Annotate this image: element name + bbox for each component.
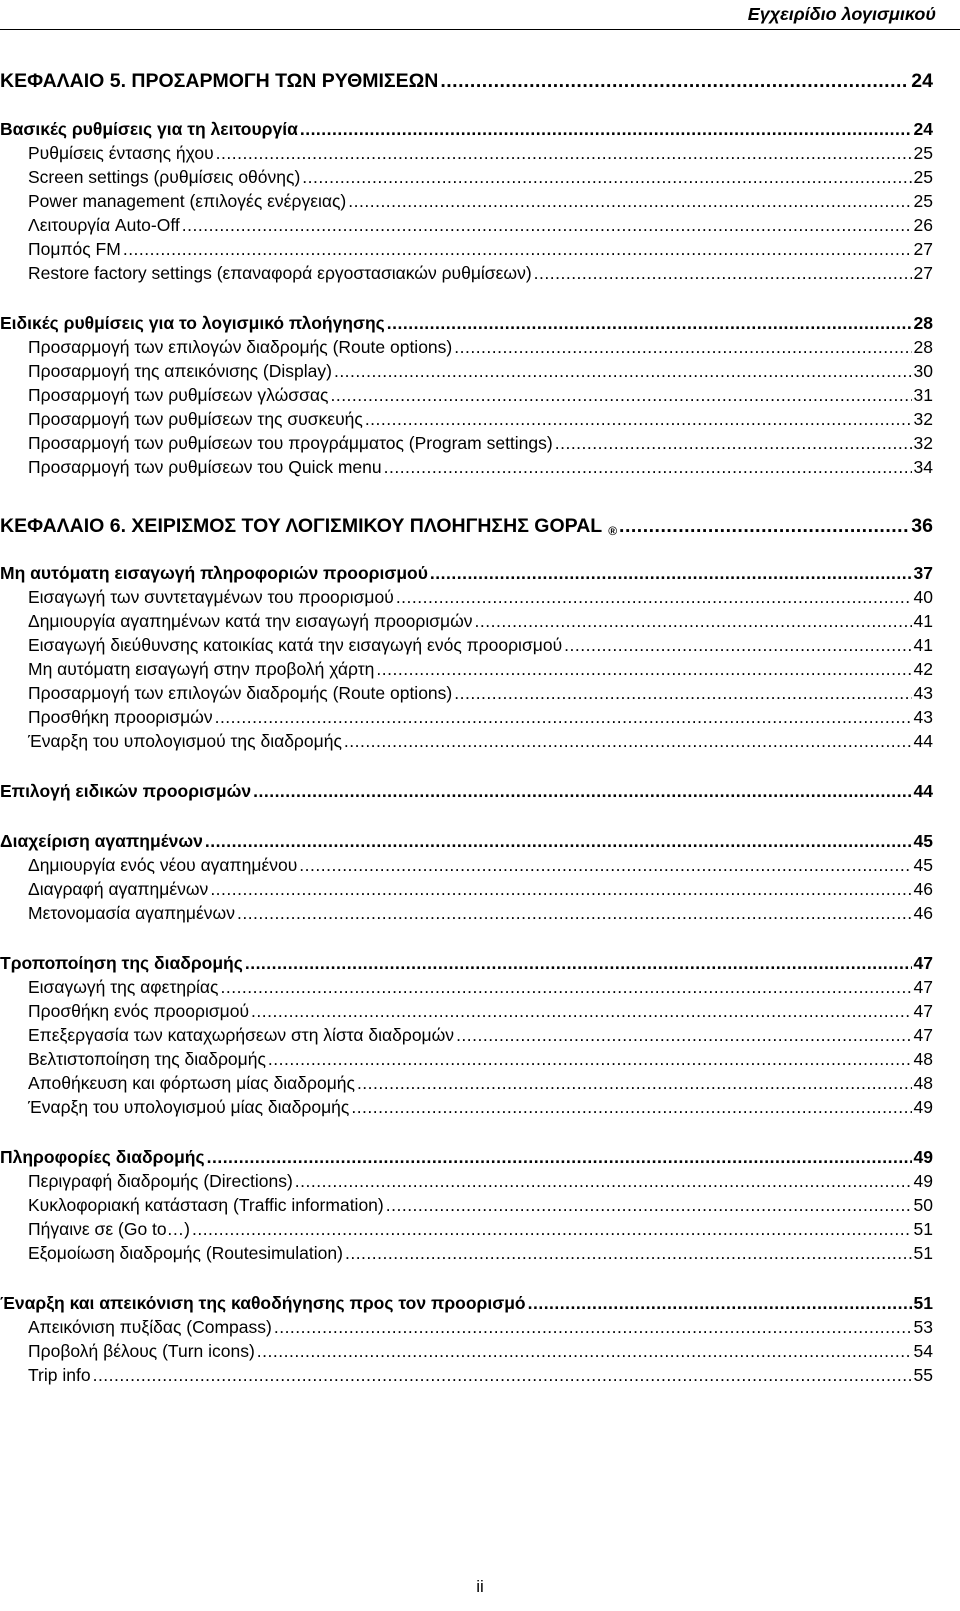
toc-section-entry[interactable]	[0, 778, 933, 802]
toc-subsection-entry[interactable]	[0, 212, 933, 236]
toc-page-number: 25	[913, 191, 933, 211]
toc-subsection-entry[interactable]	[0, 382, 933, 406]
toc-section-entry[interactable]	[0, 1144, 933, 1168]
toc-dot-leader	[344, 731, 912, 752]
toc-entry-title: Περιγραφή διαδρομής (Directions)	[28, 1171, 293, 1191]
toc-entry-title: Δημιουργία αγαπημένων κατά την εισαγωγή προορισμών	[28, 611, 473, 631]
toc-dot-leader	[345, 1243, 912, 1264]
toc-dot-leader	[93, 1365, 912, 1386]
toc-page-number: 48	[913, 1049, 933, 1069]
toc-page-number: 46	[913, 879, 933, 899]
toc-page-number: 30	[913, 361, 933, 381]
toc-dot-leader	[334, 361, 912, 382]
toc-subsection-entry[interactable]	[0, 632, 933, 656]
toc-page-number: 49	[913, 1171, 933, 1191]
toc-page-number: 31	[913, 385, 933, 405]
toc-entry-title: Screen settings (ρυθμίσεις οθόνης)	[28, 167, 301, 187]
toc-entry-title: Προσαρμογή των ρυθμίσεων της συσκευής	[28, 409, 363, 429]
toc-dot-leader	[268, 1049, 912, 1070]
toc-page-number: 25	[913, 167, 933, 187]
toc-subsection-entry[interactable]	[0, 704, 933, 728]
toc-dot-leader	[357, 1073, 912, 1094]
toc-section-entry[interactable]	[0, 828, 933, 852]
toc-dot-leader	[348, 191, 911, 212]
toc-subsection-entry[interactable]	[0, 164, 933, 188]
toc-entry-title: ΚΕΦΑΛΑΙΟ 5. ΠΡΟΣΑΡΜΟΓΗ ΤΩΝ ΡΥΘΜΙΣΕΩΝ	[0, 70, 439, 92]
toc-subsection-entry[interactable]	[0, 334, 933, 358]
toc-entry-title: Πομπός FM	[28, 239, 121, 259]
toc-subsection-entry[interactable]	[0, 1192, 933, 1216]
toc-entry-title: Δημιουργία ενός νέου αγαπημένου	[28, 855, 298, 875]
header-rule	[0, 29, 960, 30]
toc-dot-leader	[376, 659, 911, 680]
toc-subsection-entry[interactable]	[0, 1314, 933, 1338]
toc-entry-title: Μη αυτόματη εισαγωγή πληροφοριών προορισμού	[0, 563, 428, 583]
toc-subsection-entry[interactable]	[0, 728, 933, 752]
toc-entry-title: Πήγαινε σε (Go to…)	[28, 1219, 190, 1239]
toc-section-entry[interactable]	[0, 1290, 933, 1314]
toc-page-number: 45	[913, 831, 933, 851]
toc-page-number: 47	[913, 977, 933, 997]
toc-page-number: 46	[913, 903, 933, 923]
toc-page-number: 45	[913, 855, 933, 875]
toc-page-number: 55	[913, 1365, 933, 1385]
toc-dot-leader	[384, 457, 912, 478]
header-title: Εγχειρίδιο λογισμικού	[747, 4, 936, 24]
toc-entry-title: Εισαγωγή των συντεταγμένων του προορισμού	[28, 587, 394, 607]
toc-entry-title: Πληροφορίες διαδρομής	[0, 1147, 205, 1167]
toc-dot-leader	[454, 337, 911, 358]
toc-page-number: 53	[913, 1317, 933, 1337]
toc-dot-leader	[456, 1025, 911, 1046]
toc-subsection-entry[interactable]	[0, 1094, 933, 1118]
toc-subsection-entry[interactable]	[0, 608, 933, 632]
toc-entry-title: Βελτιστοποίηση της διαδρομής	[28, 1049, 266, 1069]
toc-dot-leader	[210, 879, 911, 900]
toc-chapter-entry[interactable]	[0, 65, 933, 93]
toc-page-number: 34	[913, 457, 933, 477]
toc-subsection-entry[interactable]	[0, 406, 933, 430]
page-number: ii	[476, 1577, 484, 1596]
toc-subsection-entry[interactable]	[0, 852, 933, 876]
toc-subsection-entry[interactable]	[0, 1070, 933, 1094]
toc-section-entry[interactable]	[0, 950, 933, 974]
toc-entry-title: Αποθήκευση και φόρτωση μίας διαδρομής	[28, 1073, 355, 1093]
toc-entry-title: Έναρξη του υπολογισμού μίας διαδρομής	[28, 1097, 350, 1117]
toc-page-number: 47	[913, 1001, 933, 1021]
toc-entry-title: Power management (επιλογές ενέργειας)	[28, 191, 347, 211]
toc-dot-leader	[564, 635, 911, 656]
toc-dot-leader	[619, 515, 909, 538]
toc-entry-title: Επεξεργασία των καταχωρήσεων στη λίστα διαδρομών	[28, 1025, 455, 1045]
toc-dot-leader	[220, 977, 911, 998]
toc-subsection-entry[interactable]	[0, 656, 933, 680]
toc-entry-title: Restore factory settings (επαναφορά εργοστασιακών ρυθμίσεων)	[28, 263, 532, 283]
toc-section-entry[interactable]	[0, 116, 933, 140]
toc-page-number: 48	[913, 1073, 933, 1093]
toc-subsection-entry[interactable]	[0, 1338, 933, 1362]
toc-page-number: 37	[913, 563, 933, 583]
toc-entry-title: Προσθήκη προορισμών	[28, 707, 213, 727]
toc-subsection-entry[interactable]	[0, 188, 933, 212]
toc-dot-leader	[192, 1219, 912, 1240]
toc-subsection-entry[interactable]	[0, 358, 933, 382]
toc-subsection-entry[interactable]	[0, 1168, 933, 1192]
toc-page-number: 51	[913, 1293, 933, 1313]
toc-page-number: 40	[913, 587, 933, 607]
toc-dot-leader	[274, 1317, 912, 1338]
toc-page-number: 49	[913, 1097, 933, 1117]
toc-page-number: 42	[913, 659, 933, 679]
toc-dot-leader	[302, 167, 911, 188]
toc-entry-title: Τροποποίηση της διαδρομής	[0, 953, 243, 973]
toc-dot-leader	[430, 563, 912, 584]
toc-entry-title: Προσαρμογή των επιλογών διαδρομής (Route options)	[28, 337, 453, 357]
toc-page-number: 32	[913, 409, 933, 429]
toc-dot-leader	[216, 143, 912, 164]
toc-page-number: 54	[913, 1341, 933, 1361]
toc-page-number: 51	[913, 1243, 933, 1263]
toc-dot-leader	[123, 239, 912, 260]
toc-dot-leader	[207, 1147, 912, 1168]
toc-page-number: 27	[913, 263, 933, 283]
toc-dot-leader	[205, 831, 912, 852]
toc-subsection-entry[interactable]	[0, 1046, 933, 1070]
toc-page-number: 43	[913, 683, 933, 703]
toc-dot-leader	[299, 855, 911, 876]
toc-subsection-entry[interactable]	[0, 1022, 933, 1046]
toc-page-number: 26	[913, 215, 933, 235]
toc-entry-title: Απεικόνιση πυξίδας (Compass)	[28, 1317, 272, 1337]
toc-subsection-entry[interactable]	[0, 1216, 933, 1240]
toc-dot-leader	[386, 1195, 912, 1216]
toc-dot-leader	[251, 1001, 911, 1022]
toc-dot-leader	[257, 1341, 912, 1362]
toc-dot-leader	[555, 433, 912, 454]
toc-page-number: 28	[913, 337, 933, 357]
toc-entry-title: ΚΕΦΑΛΑΙΟ 6. ΧΕΙΡΙΣΜΟΣ ΤΟΥ ΛΟΓΙΣΜΙΚΟΥ ΠΛΟΗΓΗΣΗΣ GOPAL	[0, 515, 603, 537]
toc-subsection-entry[interactable]	[0, 236, 933, 260]
toc-page-number: 47	[913, 953, 933, 973]
toc-entry-title: Κυκλοφοριακή κατάσταση (Traffic information)	[28, 1195, 384, 1215]
toc-page-number: 50	[913, 1195, 933, 1215]
toc-page-number: 41	[913, 611, 933, 631]
toc-entry-title: Προσαρμογή της απεικόνισης (Display)	[28, 361, 332, 381]
toc-entry-title: Προσαρμογή των ρυθμίσεων γλώσσας	[28, 385, 329, 405]
toc-page-number: 44	[913, 731, 933, 751]
toc-entry-title: Προβολή βέλους (Turn icons)	[28, 1341, 255, 1361]
toc-dot-leader	[396, 587, 912, 608]
toc-entry-title: Προσαρμογή των ρυθμίσεων του προγράμματος (Program settings)	[28, 433, 553, 453]
toc-page-number: 47	[913, 1025, 933, 1045]
toc-entry-title: Ειδικές ρυθμίσεις για το λογισμικό πλοήγησης	[0, 313, 385, 333]
toc-entry-title: Διαχείριση αγαπημένων	[0, 831, 203, 851]
toc-dot-leader	[528, 1293, 912, 1314]
toc-subsection-entry[interactable]	[0, 454, 933, 478]
toc-subsection-entry[interactable]	[0, 1240, 933, 1264]
toc-dot-leader	[365, 409, 912, 430]
toc-page-number: 49	[913, 1147, 933, 1167]
toc-page-number: 27	[913, 239, 933, 259]
toc-page-number: 51	[913, 1219, 933, 1239]
toc-dot-leader	[295, 1171, 912, 1192]
toc-dot-leader	[253, 781, 911, 802]
toc-entry-title: Έναρξη και απεικόνιση της καθοδήγησης προς τον προορισμό	[0, 1293, 526, 1313]
toc-subsection-entry[interactable]	[0, 900, 933, 924]
toc-section-entry[interactable]	[0, 560, 933, 584]
toc-section-entry[interactable]	[0, 310, 933, 334]
toc-entry-title: Εισαγωγή της αφετηρίας	[28, 977, 219, 997]
toc-page-number: 28	[913, 313, 933, 333]
toc-dot-leader	[351, 1097, 911, 1118]
toc-chapter-entry[interactable]	[0, 510, 933, 538]
toc-entry-title: Βασικές ρυθμίσεις για τη λειτουργία	[0, 119, 298, 139]
toc-page-number: 41	[913, 635, 933, 655]
toc-subsection-entry[interactable]	[0, 260, 933, 284]
toc-dot-leader	[237, 903, 912, 924]
toc-subsection-entry[interactable]	[0, 140, 933, 164]
toc-page-number: 36	[911, 515, 933, 537]
toc-subsection-entry[interactable]	[0, 998, 933, 1022]
toc-page-number: 24	[913, 119, 933, 139]
toc-page-number: 32	[913, 433, 933, 453]
toc-entry-title: Μετονομασία αγαπημένων	[28, 903, 235, 923]
toc-dot-leader	[440, 70, 909, 93]
toc-page-number: 24	[911, 70, 933, 92]
toc-subsection-entry[interactable]	[0, 974, 933, 998]
toc-entry-title: Διαγραφή αγαπημένων	[28, 879, 209, 899]
toc-entry-title: Προσθήκη ενός προορισμού	[28, 1001, 250, 1021]
toc-page-number: 25	[913, 143, 933, 163]
toc-page-number: 43	[913, 707, 933, 727]
toc-dot-leader	[534, 263, 912, 284]
toc-dot-leader	[387, 313, 912, 334]
toc-dot-leader	[245, 953, 912, 974]
toc-dot-leader	[300, 119, 912, 140]
toc-dot-leader	[454, 683, 911, 704]
toc-subsection-entry[interactable]	[0, 430, 933, 454]
registered-mark: ®	[608, 524, 618, 538]
toc-entry-title: Προσαρμογή των επιλογών διαδρομής (Route options)	[28, 683, 453, 703]
toc-subsection-entry[interactable]	[0, 584, 933, 608]
toc-subsection-entry[interactable]	[0, 680, 933, 704]
toc-dot-leader	[475, 611, 912, 632]
toc-entry-title: Εξομοίωση διαδρομής (Routesimulation)	[28, 1243, 343, 1263]
toc-entry-title: Ρυθμίσεις έντασης ήχου	[28, 143, 214, 163]
page-header	[0, 0, 960, 34]
toc-dot-leader	[215, 707, 912, 728]
toc-page-number: 44	[913, 781, 933, 801]
toc-entry-title: Μη αυτόματη εισαγωγή στην προβολή χάρτη	[28, 659, 375, 679]
toc-dot-leader	[330, 385, 911, 406]
toc-entry-title: Εισαγωγή διεύθυνσης κατοικίας κατά την εισαγωγή ενός προορισμού	[28, 635, 563, 655]
toc-entry-title: Προσαρμογή των ρυθμίσεων του Quick menu	[28, 457, 382, 477]
toc-entry-title: Trip info	[28, 1365, 91, 1385]
toc-subsection-entry[interactable]	[0, 1362, 933, 1386]
toc-dot-leader	[182, 215, 912, 236]
toc-subsection-entry[interactable]	[0, 876, 933, 900]
toc-entry-title: Λειτουργία Auto-Off	[28, 215, 180, 235]
toc-entry-title: Επιλογή ειδικών προορισμών	[0, 781, 252, 801]
toc-entry-title: Έναρξη του υπολογισμού της διαδρομής	[28, 731, 342, 751]
